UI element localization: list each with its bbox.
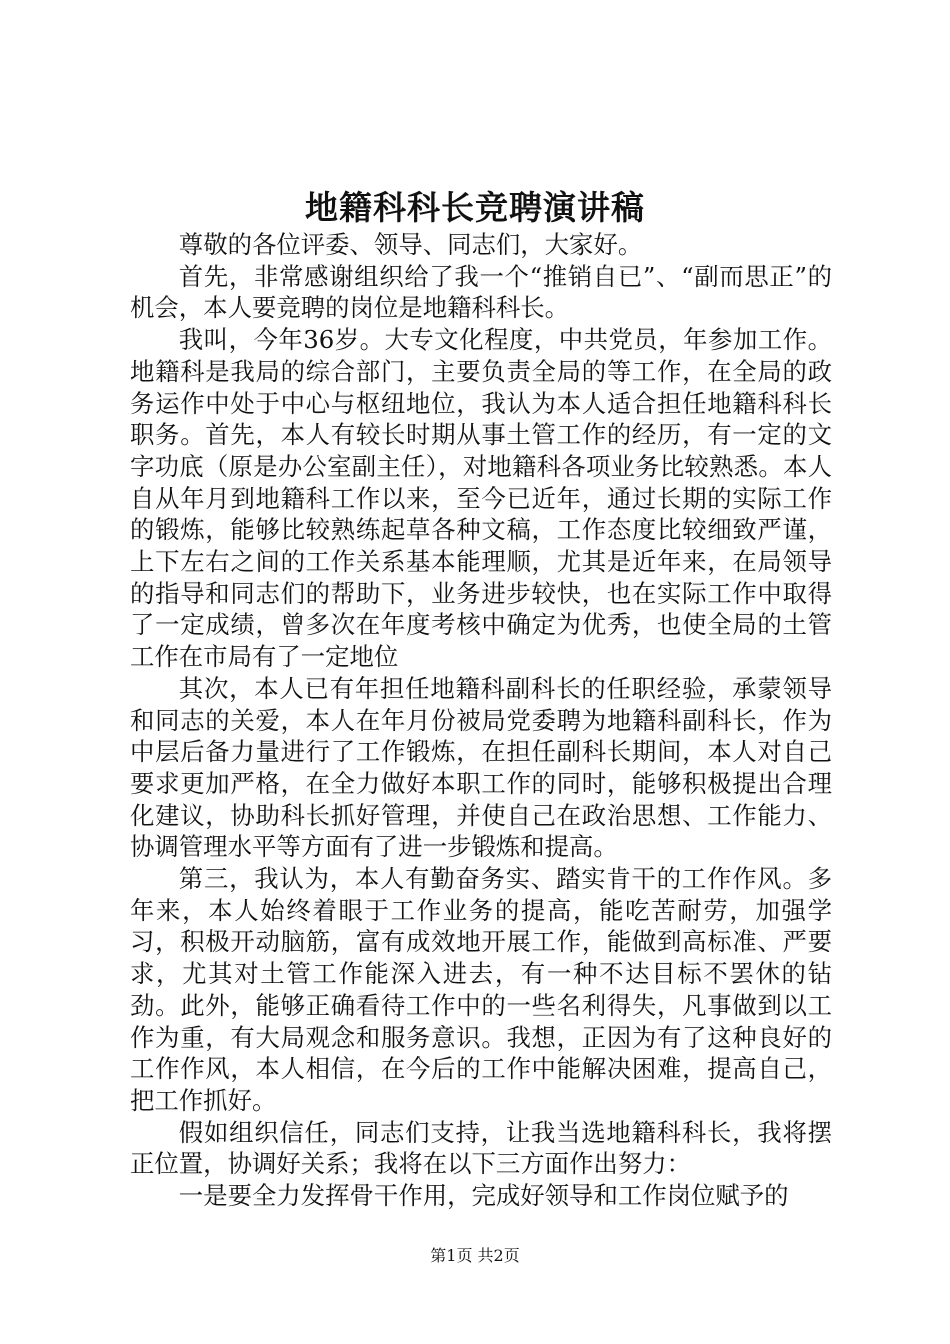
document-body [130,229,832,1212]
paragraph-thanks: 首先，非常感谢组织给了我一个“推销自已”、“副而思正”的机会，本人要竞聘的岗位是地籍科科长。 [130,261,832,323]
paragraph-introduction: 我叫，今年36岁。大专文化程度，中共党员，年参加工作。地籍科是我局的综合部门，主要负责全局的等工作，在全局的政务运作中处于中心与枢纽地位，我认为本人适合担任地籍科科长职务。首先，本人有较长时期从事土管工作的经历，有一定的文字功底（原是办公室副主任），对地籍科各项业务比较熟悉。本人自从年月到地籍科工作以来，至今已近年，通过长期的实际工作的锻炼，能够比较熟练起草各种文稿，工作态度比较细致严谨，上下左右之间的工作关系基本能理顺，尤其是近年来，在局领导的指导和同志们的帮助下，业务进步较快，也在实际工作中取得了一定成绩，曾多次在年度考核中确定为优秀，也使全局的土管工作在市局有了一定地位 [130,325,832,672]
paragraph-third-reason: 第三，我认为，本人有勤奋务实、踏实肯干的工作作风。多年来，本人始终着眼于工作业务的提高，能吃苦耐劳，加强学习，积极开动脑筋，富有成效地开展工作，能做到高标准、严要求，尤其对土管工作能深入进去，有一种不达目标不罢休的钻劲。此外，能够正确看待工作中的一些名利得失，凡事做到以工作为重，有大局观念和服务意识。我想，正因为有了这种良好的工作作风，本人相信，在今后的工作中能解决困难，提高自己，把工作抓好。 [130,864,832,1115]
paragraph-commitment: 假如组织信任，同志们支持，让我当选地籍科科长，我将摆正位置，协调好关系；我将在以下三方面作出努力： [130,1117,832,1179]
document-title: 地籍科科长竞聘演讲稿 [305,188,645,227]
paragraph-second-reason: 其次，本人已有年担任地籍科副科长的任职经验，承蒙领导和同志的关爱，本人在年月份被局党委聘为地籍科副科长，作为中层后备力量进行了工作锻炼，在担任副科长期间，本人对自己要求更加严格，在全力做好本职工作的同时，能够积极提出合理化建议，协助科长抓好管理，并使自己在政治思想、工作能力、协调管理水平等方面有了进一步锻炼和提高。 [130,673,832,862]
paragraph-first-point: 一是要全力发挥骨干作用，完成好领导和工作岗位赋予的 [178,1181,789,1211]
paragraph-greeting: 尊敬的各位评委、领导、同志们，大家好。 [178,230,643,259]
page-number-footer: 第1页 共2页 [430,1246,520,1265]
